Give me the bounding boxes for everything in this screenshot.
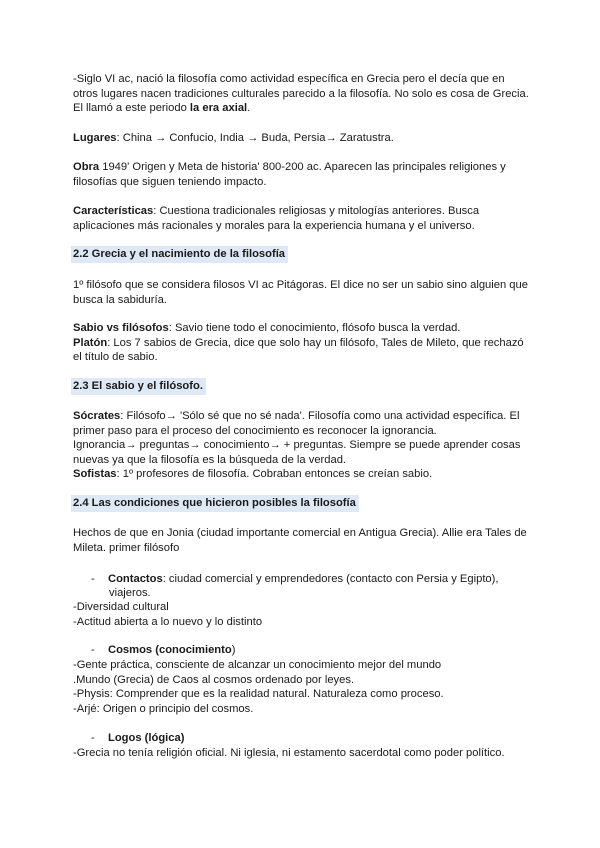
socrates-line: primer paso para el proceso del conocimiento es reconocer la ignorancia.: [73, 424, 437, 437]
intro-paragraph: [73, 72, 533, 116]
sabio-vs-label: Sabio vs filósofos: [73, 322, 169, 334]
lugares-text: : China → Confucio, India → Buda, Persia→ Zaratustra.: [116, 132, 394, 144]
logos-text: -Grecia no tenía religión oficial. Ni iglesia, ni estamento sacerdotal como poder político.: [73, 747, 505, 759]
obra-line: filosofías que siguen teniendo impacto.: [73, 175, 267, 188]
cosmos-item: -Gente práctica, consciente de alcanzar un conocimiento mejor del mundo: [73, 659, 442, 671]
sofistas-label: Sofistas: [73, 468, 117, 481]
logos-bullet: [91, 731, 184, 746]
primer-filosofo-line: 1º filósofo que se considera filosos VI ac Pitágoras. El dice no ser un sabio sino alguien que: [73, 279, 528, 291]
section-heading-2-3: 2.3 El sabio y el filósofo.: [71, 378, 206, 395]
socrates-line: Ignorancia→ preguntas→ conocimiento→ + preguntas. Siempre se puede aprender cosas: [73, 439, 521, 452]
contactos-bullet: [91, 572, 499, 587]
platon-line: el título de sabio.: [73, 351, 158, 364]
socrates-paragraph: [73, 409, 533, 482]
obra-line: [73, 160, 533, 175]
contactos-text: : ciudad comercial y emprendedores (contacto con Persia y Egipto),: [162, 573, 499, 585]
contactos-continuation: viajeros.: [109, 587, 151, 599]
intro-period: .: [247, 102, 251, 115]
section-heading-2-2: 2.2 Grecia y el nacimiento de la filosofía: [71, 246, 288, 263]
platon-text: : Los 7 sabios de Grecia, dice que solo hay un filósofo, Tales de Mileto, que rechazó: [107, 336, 524, 349]
cosmos-item: .Mundo (Grecia) de Caos al cosmos ordenado por leyes.: [73, 674, 355, 686]
cosmos-paren: ): [231, 644, 236, 656]
primer-filosofo-paragraph: [73, 278, 533, 307]
intro-line: -Siglo VI ac, nació la filosofía como actividad específica en Grecia pero el decía que en: [73, 73, 505, 85]
hechos-line: Hechos de que en Jonia (ciudad importante comercial en Antigua Grecia). Allie era Tales de: [73, 527, 527, 539]
sofistas-line: [73, 467, 533, 482]
bullet-dash: -: [91, 732, 95, 744]
cosmos-item: -Arjé: Origen o principio del cosmos.: [73, 703, 254, 715]
actitud-line: -Actitud abierta a lo nuevo y lo distinto: [73, 616, 263, 628]
lugares-label: Lugares: [73, 132, 117, 144]
hechos-line: Mileta. primer filósofo: [73, 541, 180, 554]
caracteristicas-text: : Cuestiona tradicionales religiosas y mitologías anteriores. Busca: [153, 205, 480, 217]
cosmos-bullet: [91, 643, 235, 658]
obra-text: 1949' Origen y Meta de historia' 800-200 ac. Aparecen las principales religiones y: [99, 161, 506, 173]
cosmos-item: -Physis: Comprender que es la realidad natural. Naturaleza como proceso.: [73, 688, 444, 700]
obra-label: Obra: [73, 161, 100, 173]
logos-label: Logos (lógica): [108, 732, 185, 744]
hechos-paragraph: [73, 526, 533, 555]
bullet-dash: -: [91, 573, 95, 585]
era-axial-term: la era axial: [189, 102, 248, 115]
caracteristicas-label: Características: [73, 205, 154, 217]
platon-line: [73, 336, 533, 351]
primer-filosofo-line: busca la sabiduría.: [73, 293, 167, 306]
caracteristicas-line: aplicaciones más racionales y morales para la experiencia humana y el universo.: [73, 219, 475, 232]
section-heading-2-4: 2.4 Las condiciones que hicieron posibles la filosofía: [71, 495, 359, 512]
contactos-label: Contactos: [108, 573, 163, 585]
intro-text: El llamó a este periodo: [73, 102, 190, 115]
cosmos-label: Cosmos (conocimiento: [108, 644, 232, 656]
socrates-text: : Filósofo→ 'Sólo sé que no sé nada'. Filosofía como una actividad específica. El: [120, 410, 520, 422]
sofistas-text: : 1º profesores de filosofía. Cobraban entonces se creían sabio.: [116, 468, 433, 481]
platon-label: Platón: [73, 336, 108, 349]
intro-line: otros lugares nacen tradiciones culturales parecido a la filosofía. No solo es cosa de Grecia.: [73, 87, 529, 100]
lugares-paragraph: [73, 131, 533, 146]
socrates-line: nuevas ya que la filosofía es la búsqueda de la verdad.: [73, 453, 347, 466]
diversidad-line: -Diversidad cultural: [73, 601, 169, 613]
socrates-line: [73, 409, 533, 424]
caracteristicas-paragraph: [73, 204, 533, 233]
bullet-dash: -: [91, 644, 95, 656]
sabio-vs-text: : Savio tiene todo el conocimiento, flósofo busca la verdad.: [168, 322, 461, 334]
sabio-platon-paragraph: [73, 321, 533, 365]
caracteristicas-line: [73, 204, 533, 219]
obra-paragraph: [73, 160, 533, 189]
socrates-label: Sócrates: [73, 410, 121, 422]
intro-line: [73, 101, 533, 116]
sabio-vs-line: [73, 321, 533, 336]
lugares-line: [73, 131, 533, 146]
